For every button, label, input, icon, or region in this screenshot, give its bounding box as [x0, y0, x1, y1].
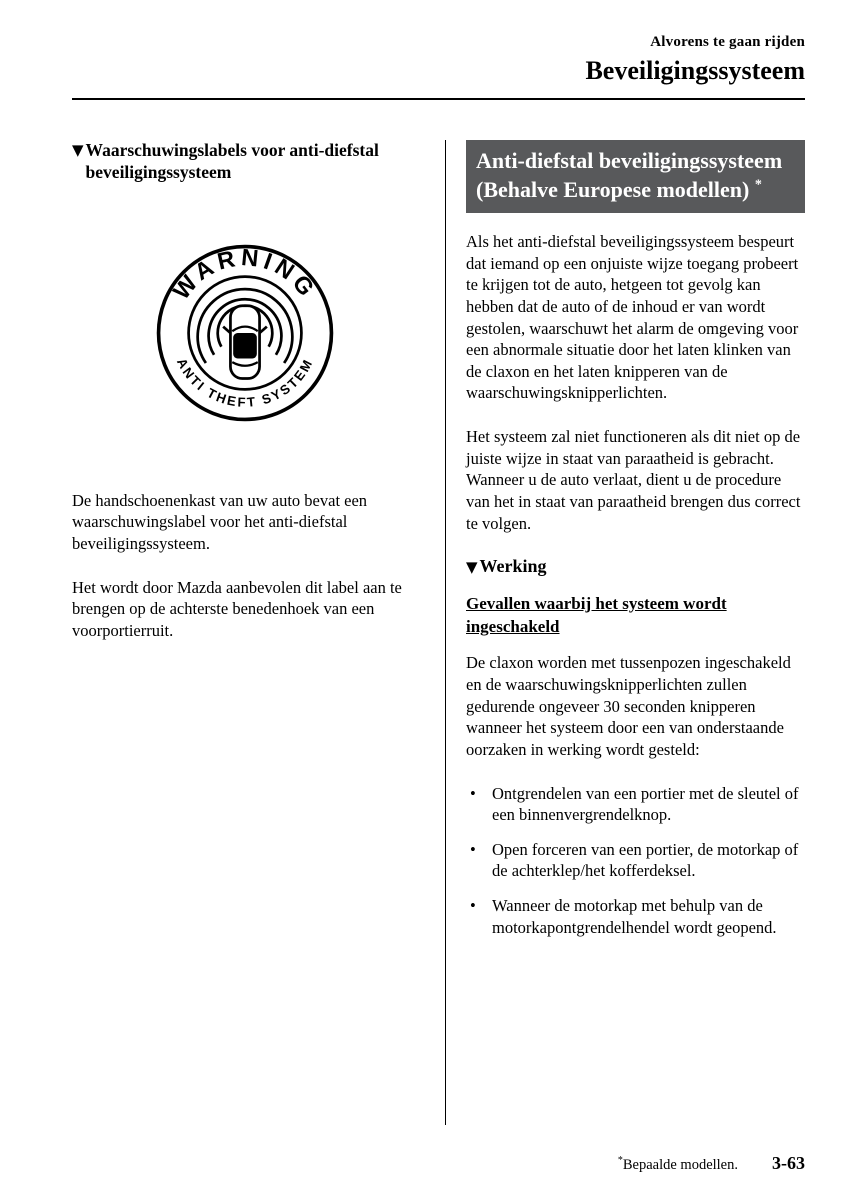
list-item-text: Ontgrendelen van een portier met de sleutel of een binnenvergrendelknop. — [492, 783, 799, 825]
svg-text:WARNING — [168, 245, 321, 305]
left-column — [72, 140, 445, 1125]
footnote-text: Bepaalde modellen. — [622, 1157, 738, 1173]
bullet-icon: • — [470, 783, 476, 803]
right-paragraph-2: Het systeem zal niet functioneren als dit niet op de juiste wijze in staat van paraatheid is gebracht. Wanneer u de auto verlaat, dient u de procedure van het in staat van paraatheid brengen dus correct te volgen. — [466, 427, 801, 533]
car-top-view-icon — [223, 305, 267, 378]
warning-labels-section-title: Waarschuwingslabels voor anti-diefstal beveiligingssysteem — [85, 140, 379, 182]
page-number: 3-63 — [772, 1153, 805, 1173]
badge-bottom-text: ANTI THEFT SYSTEM — [173, 355, 316, 410]
trigger-conditions-list — [466, 783, 805, 939]
anti-theft-banner-title: Anti-diefstal beveiligingssysteem (Behalve Europese modellen) — [476, 148, 783, 202]
section-marker-icon: ▼ — [72, 141, 84, 159]
content-columns — [72, 140, 805, 1125]
case-heading: Gevallen waarbij het systeem wordt ingeschakeld — [466, 593, 727, 636]
list-item — [466, 895, 805, 938]
badge-top-text: WARNING — [168, 244, 321, 305]
bullet-icon: • — [470, 839, 476, 859]
footnote — [618, 1155, 738, 1174]
page-header — [72, 34, 805, 86]
case-intro-paragraph: De claxon worden met tussenpozen ingeschakeld en de waarschuwingsknipperlichten zullen gedurende ongeveer 30 seconden knipperen wanneer het systeem door een van onderstaande oorzaken in werking wordt gesteld: — [466, 653, 791, 759]
right-column — [446, 140, 805, 1125]
page-title: Beveiligingssysteem — [585, 56, 805, 85]
werking-section-heading — [466, 556, 805, 579]
right-paragraph-1: Als het anti-diefstal beveiligingssysteem bespeurt dat iemand op een onjuiste wijze toegang probeert te krijgen tot de auto, hetgeen tot gevolg kan hebben dat de auto of de inhoud er van wordt gestolen, waarschuwt het alarm de omgeving voor een abnormale situatie door het laten klinken van de claxon en het laten knipperen van de waarschuwingsknipperlichten. — [466, 232, 799, 403]
section-marker-icon: ▼ — [466, 558, 478, 577]
page-footer — [618, 1153, 805, 1174]
list-item — [466, 839, 805, 882]
left-paragraph-2: Het wordt door Mazda aanbevolen dit label aan te brengen op de achterste benedenhoek van een voorportierruit. — [72, 577, 402, 640]
warning-labels-section-heading — [72, 140, 417, 184]
werking-section-title: Werking — [479, 556, 547, 577]
banner-footnote-star: * — [754, 177, 762, 193]
footnote-star: * — [617, 1155, 623, 1167]
anti-theft-banner — [466, 140, 805, 213]
breadcrumb: Alvorens te gaan rijden — [650, 34, 805, 50]
warning-badge-container — [72, 242, 417, 424]
anti-theft-warning-badge — [154, 242, 336, 424]
header-rule — [72, 98, 805, 100]
bullet-icon: • — [470, 895, 476, 915]
left-paragraph-1: De handschoenenkast van uw auto bevat een waarschuwingslabel voor het anti-diefstal beveiligingssysteem. — [72, 490, 368, 553]
list-item — [466, 783, 805, 826]
list-item-text: Open forceren van een portier, de motorkap of de achterklep/het kofferdeksel. — [492, 839, 799, 881]
list-item-text: Wanneer de motorkap met behulp van de motorkapontgrendelhendel wordt geopend. — [492, 895, 777, 937]
